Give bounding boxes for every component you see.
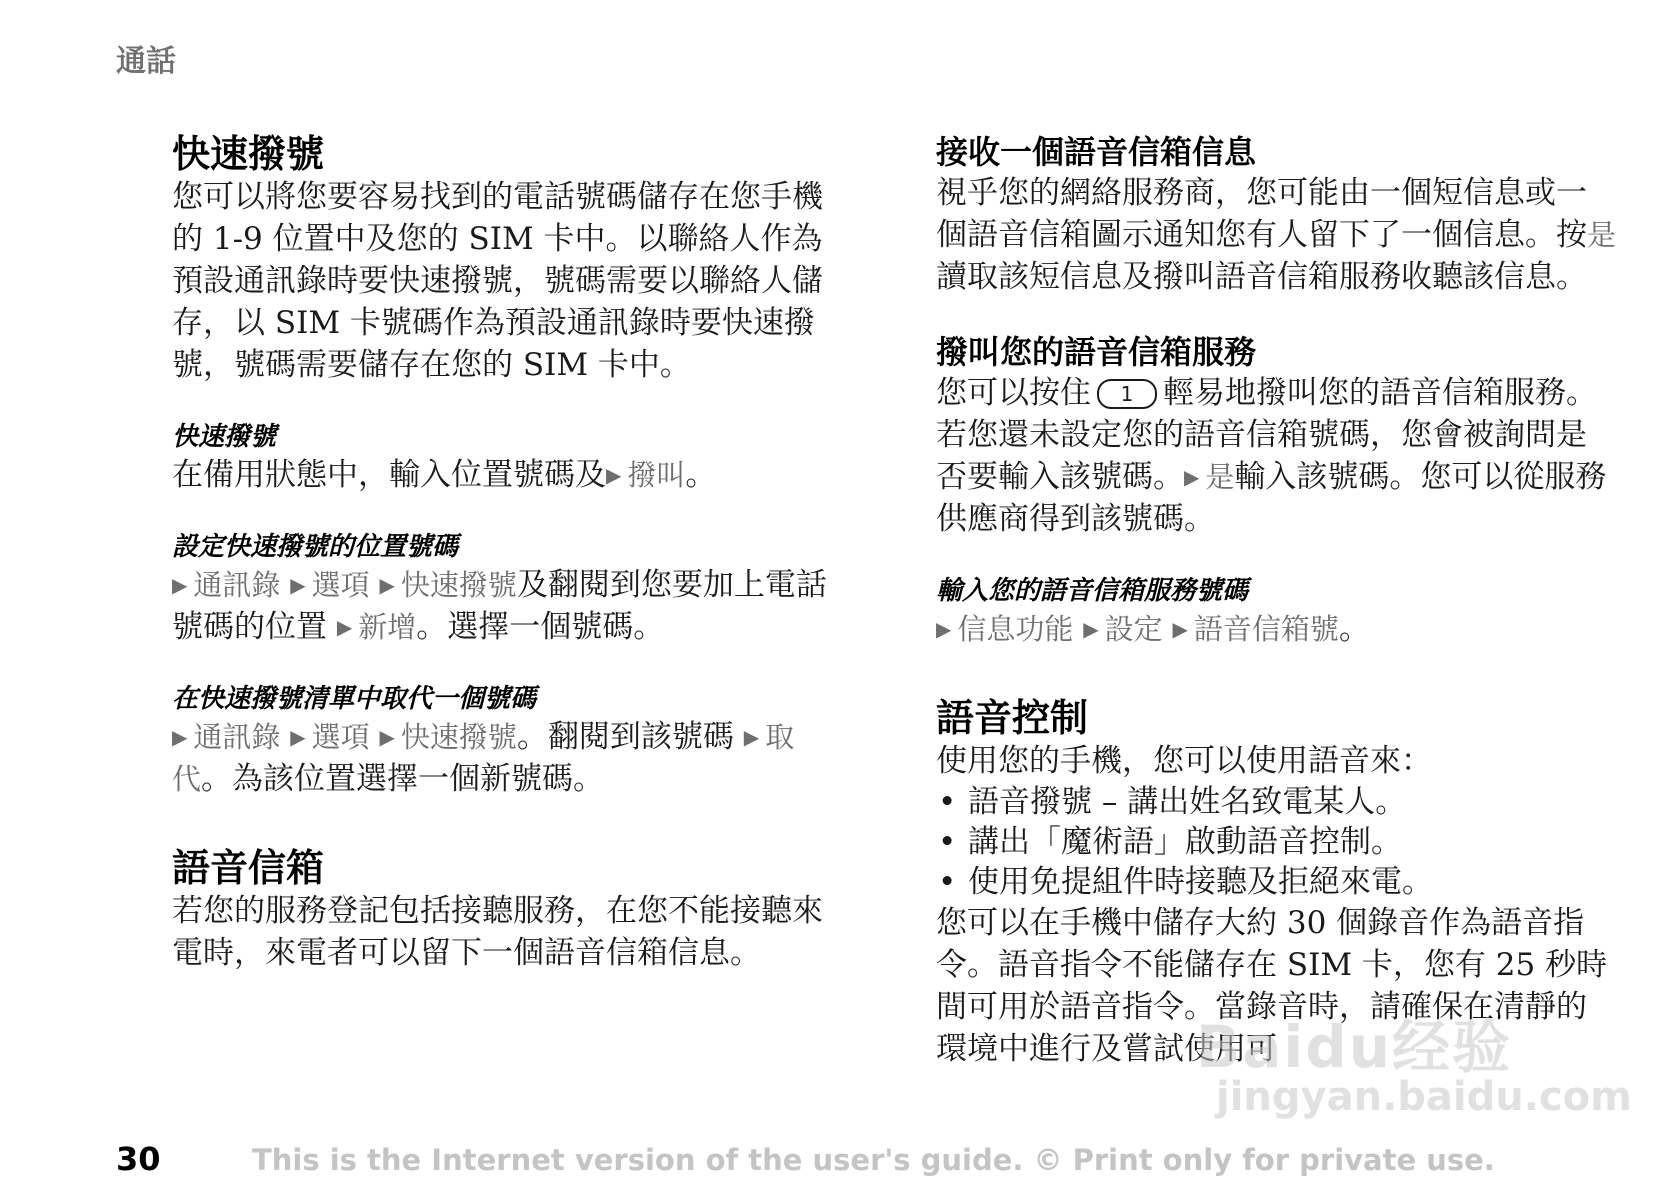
footer-note: This is the Internet version of the user's guide. © Print only for private use. [252,1143,1495,1177]
subsection-title-enter-number: 輸入您的語音信箱服務號碼 [936,576,1249,606]
watermark-logo: Baidu经验 [1196,1013,1513,1081]
list-item: • 語音撥號 – 講出姓名致電某人。 [936,782,1616,822]
arrow-icon: ▶ [290,725,306,749]
enter-number-instruction: ▶ 信息功能 ▶ 設定 ▶ 語音信箱號。 [936,611,1370,647]
arrow-icon: ▶ [606,463,622,487]
left-column [172,132,842,974]
list-item: • 講出「魔術語」啟動語音控制。 [936,822,1616,862]
list-item: • 使用免提組件時接聽及拒絕來電。 [936,862,1616,902]
arrow-icon: ▶ [379,725,395,749]
subsection-title-set-position: 設定快速撥號的位置號碼 [172,532,459,562]
section-title-call-voicemail: 撥叫您的語音信箱服務 [936,333,1257,371]
section-title-receive-voicemail: 接收一個語音信箱信息 [936,133,1257,171]
arrow-icon: ▶ [1184,465,1200,489]
watermark-url: jingyan.baidu.com [1216,1074,1632,1120]
call-voicemail-body: 您可以按住 1 輕易地撥叫您的語音信箱服務。若您還未設定您的語音信箱號碼，您會被詢問是否要輸入該號碼。▶ 是輸入該號碼。您可以從服務供應商得到該號碼。 [936,375,1607,537]
running-head: 通話 [116,44,176,79]
section-title-speed-dial: 快速撥號 [172,132,325,176]
arrow-icon: ▶ [172,573,188,597]
arrow-icon: ▶ [336,615,353,639]
voicemail-body: 若您的服務登記包括接聽服務，在您不能接聽來電時，來電者可以留下一個語音信箱信息。 [172,893,823,971]
speed-dial-body: 您可以將您要容易找到的電話號碼儲存在您手機的 1-9 位置中及您的 SIM 卡中。以聯絡人作為預設通訊錄時要快速撥號，號碼需要以聯絡人儲存，以 SIM 卡號碼作為預設通訊錄時要快速撥號，號碼需要儲存在您的 SIM 卡中。 [172,179,823,383]
speed-dial-instruction: 在備用狀態中，輸入位置號碼及▶ 撥叫。 [172,457,717,493]
arrow-icon: ▶ [172,725,188,749]
arrow-icon: ▶ [936,617,952,641]
right-column [936,132,1616,1070]
replace-instruction: ▶ 通訊錄 ▶ 選項 ▶ 快速撥號。翻閱到該號碼 ▶ 取代。為該位置選擇一個新號碼。 [172,719,795,797]
page-number: 30 [116,1140,161,1178]
voice-control-intro: 使用您的手機，您可以使用語音來： [936,743,1432,779]
subsection-title-replace: 在快速撥號清單中取代一個號碼 [172,684,537,714]
section-title-voice-control: 語音控制 [936,696,1089,740]
voice-control-body: 您可以在手機中儲存大約 30 個錄音作為語音指令。語音指令不能儲存在 SIM 卡，您有 25 秒時間可用於語音指令。當錄音時，請確保在清靜的環境中進行及嘗試使用可 [936,905,1608,1067]
arrow-icon: ▶ [1083,617,1099,641]
set-position-instruction: ▶ 通訊錄 ▶ 選項 ▶ 快速撥號及翻閱到您要加上電話號碼的位置 ▶ 新增。選擇一個號碼。 [172,567,827,645]
arrow-icon: ▶ [1172,617,1188,641]
nav-yes: 是 [1587,218,1617,252]
arrow-icon: ▶ [743,725,760,749]
nav-call: 撥叫 [627,458,686,492]
arrow-icon: ▶ [379,573,395,597]
voice-control-list [936,782,1616,902]
subsection-title-speed-dial: 快速撥號 [172,422,277,452]
key-1-icon: 1 [1097,379,1157,409]
section-title-voicemail: 語音信箱 [172,846,325,890]
arrow-icon: ▶ [290,573,306,597]
receive-voicemail-body: 視乎您的網絡服務商，您可能由一個短信息或一個語音信箱圖示通知您有人留下了一個信息。按是讀取該短信息及撥叫語音信箱服務收聽該信息。 [936,175,1617,295]
